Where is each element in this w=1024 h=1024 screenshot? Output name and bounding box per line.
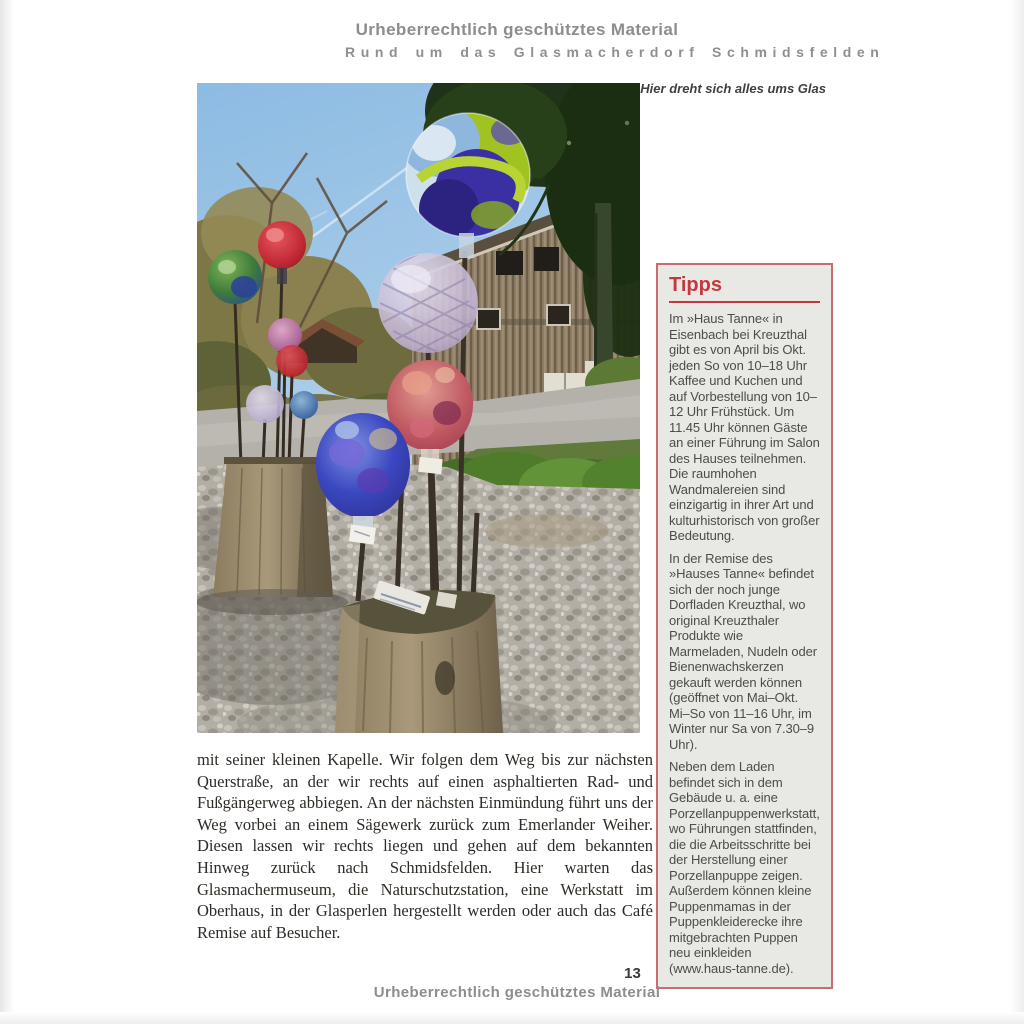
- photo-glass-spheres: [197, 83, 640, 733]
- scan-edge-right: [1010, 0, 1024, 1024]
- header-copyright-notice: Urheberrechtlich geschütztes Material: [355, 20, 679, 39]
- photo-illustration: [197, 83, 640, 733]
- page-number: 13: [624, 965, 641, 982]
- photo-caption: Hier dreht sich alles ums Glas: [640, 81, 826, 96]
- scan-edge-left: [0, 0, 14, 1024]
- tips-box-title: Tipps: [669, 274, 722, 296]
- tips-paragraph-3: Neben dem Laden befindet sich in dem Gebäude u. a. eine Porzellanpuppenwerkstatt, wo Führungen stattfinden, die die Arbeitsschritte bei der Herstellung einer Porzellanpuppe zeigen. Außerdem können kleine Puppenmamas in der Puppenkleiderecke ihre mitgebrachten Puppen neu einkleiden (www.haus-tanne.de).: [669, 759, 820, 976]
- tips-box: [656, 263, 833, 989]
- footer-copyright-notice: Urheberrechtlich geschütztes Material: [373, 984, 661, 1001]
- tips-paragraph-1: Im »Haus Tanne« in Eisenbach bei Kreuzthal gibt es von April bis Okt. jeden So von 10–18 Uhr Kaffee und Kuchen und auf Vorbestellung von 10–12 Uhr Frühstück. Um 11.45 Uhr können Gäste an einer Führung im Salon des Hauses teilnehmen. Die raumhohen Wandmalereien sind einzigartig in ihrer Art und kulturhistorisch von großer Bedeutung.: [669, 311, 820, 543]
- tips-title-rule: [669, 301, 820, 303]
- article-body-text: mit seiner kleinen Kapelle. Wir folgen dem Weg bis zur nächsten Querstraße, an der wir rechts auf einen asphaltierten Rad- und Fußgängerweg abbiegen. An der nächsten Einmündung führt uns der Weg vorbei an einem Sägewerk zurück zum Emerlander Weiher. Diesen lassen wir rechts liegen und gehen auf dem bekannten Hinweg zurück nach Schmidsfelden. Hier warten das Glasmachermuseum, die Naturschutzstation, eine Werkstatt im Oberhaus, in der Glasperlen hergestellt werden oder auch das Café Remise auf Besucher.: [197, 750, 653, 942]
- scan-edge-bottom: [0, 1012, 1024, 1024]
- header-chapter-title: Rund um das Glasmacherdorf Schmidsfelden: [345, 44, 885, 60]
- tips-paragraph-2: In der Remise des »Hauses Tanne« befindet sich der noch junge Dorfladen Kreuzthal, wo original Kreuzthaler Produkte wie Marmeladen, Nudeln oder Bienenwachskerzen gekauft werden können (geöffnet von Mai–Okt. Mi–So von 11–16 Uhr, im Winter nur Sa von 7.30–9 Uhr).: [669, 550, 818, 752]
